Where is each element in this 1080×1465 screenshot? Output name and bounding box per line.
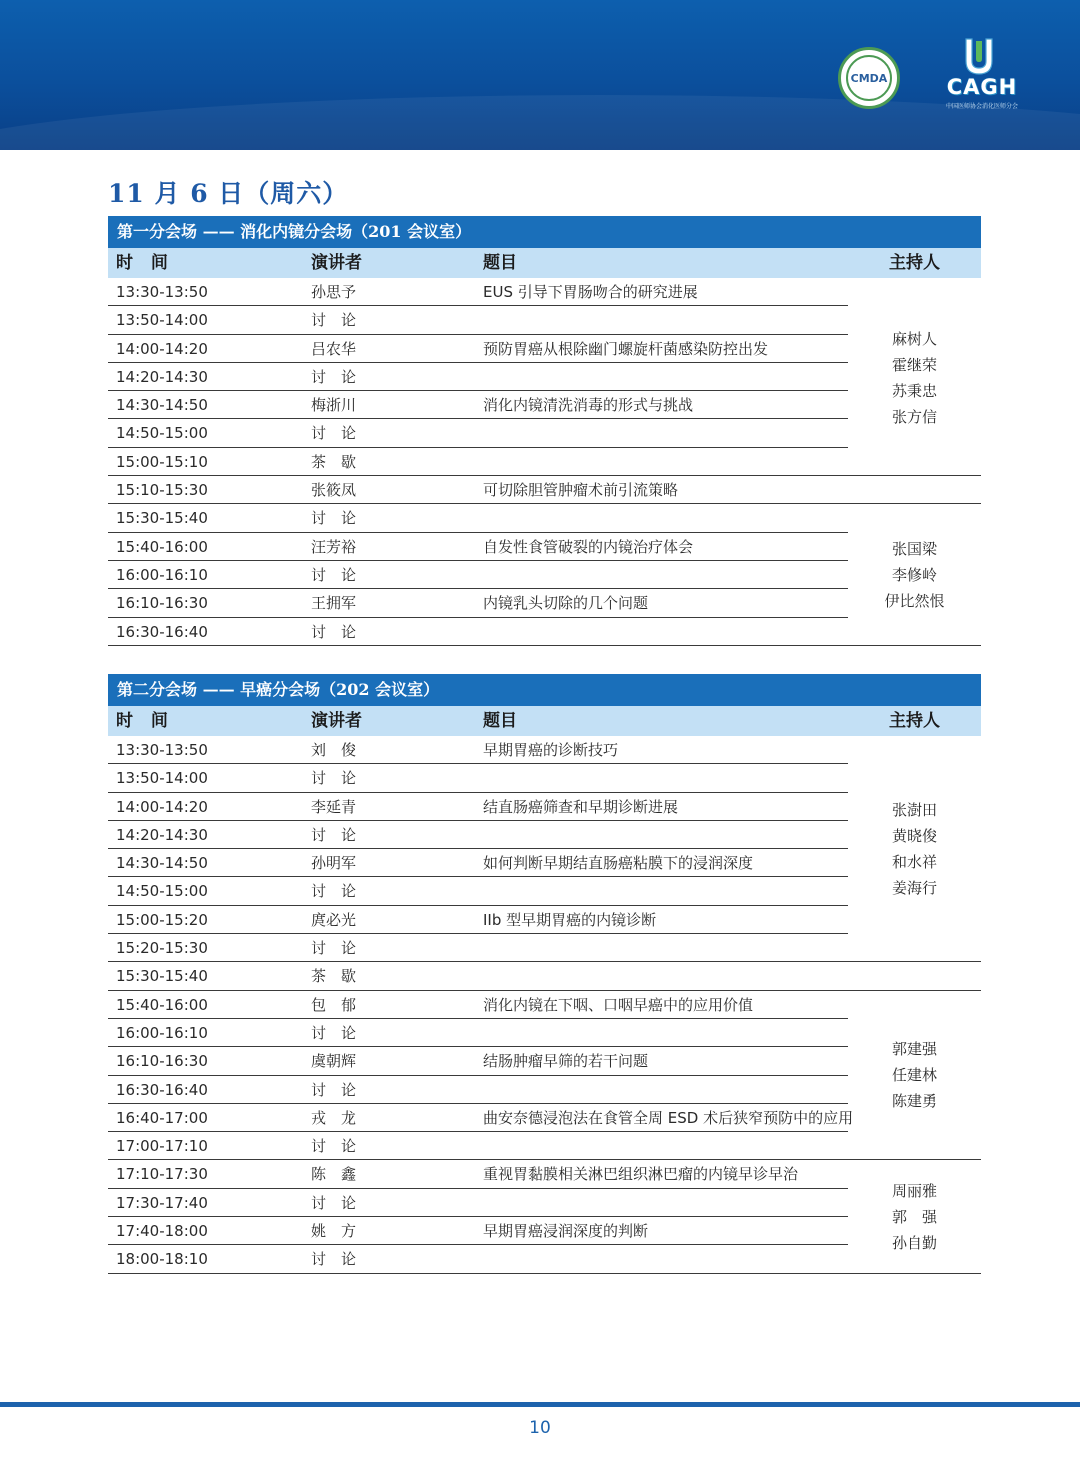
row-time: 15:00-15:20 <box>116 910 208 929</box>
host-name: 李修岭 <box>891 566 937 584</box>
row-speaker: 孙明军 <box>311 854 357 873</box>
row-speaker: 讨 论 <box>311 1080 357 1099</box>
row-topic: EUS 引导下胃肠吻合的研究进展 <box>483 283 698 301</box>
row-time: 14:20-14:30 <box>116 825 208 844</box>
row-speaker: 讨 论 <box>311 1137 357 1156</box>
host-name: 张澍田 <box>891 801 937 819</box>
row-time: 14:00-14:20 <box>116 339 208 358</box>
table-row <box>108 962 981 990</box>
row-topic: 早期胃癌的诊断技巧 <box>483 741 619 759</box>
header-time: 时 间 <box>116 711 174 731</box>
row-topic: 自发性食管破裂的内镜治疗体会 <box>483 537 694 556</box>
row-time: 14:00-14:20 <box>116 797 208 816</box>
host-group <box>848 536 981 614</box>
row-time: 15:40-16:00 <box>116 995 208 1014</box>
row-speaker: 刘 俊 <box>311 741 357 759</box>
row-topic: 预防胃癌从根除幽门螺旋杆菌感染防控出发 <box>483 339 769 358</box>
row-time: 17:00-17:10 <box>116 1137 208 1156</box>
row-topic: 结肠肿瘤早筛的若干问题 <box>483 1052 649 1071</box>
row-speaker: 讨 论 <box>311 367 357 386</box>
page-number: 10 <box>529 1418 551 1438</box>
row-speaker: 汪芳裕 <box>311 537 357 556</box>
table-row <box>108 736 981 764</box>
row-time: 17:10-17:30 <box>116 1165 208 1184</box>
cmda-logo <box>838 47 900 109</box>
table-row <box>108 504 981 532</box>
row-speaker: 讨 论 <box>311 939 357 958</box>
cagh-logo <box>934 37 1030 115</box>
row-time: 15:10-15:30 <box>116 481 208 500</box>
row-time: 14:50-15:00 <box>116 424 208 443</box>
row-speaker: 张筱凤 <box>311 481 357 500</box>
host-name: 孙自勤 <box>891 1234 937 1252</box>
row-speaker: 王拥军 <box>311 594 357 613</box>
row-time: 15:30-15:40 <box>116 967 208 986</box>
row-topic: 如何判断早期结直肠癌粘膜下的浸润深度 <box>483 854 754 873</box>
row-speaker: 虞朝辉 <box>311 1052 357 1071</box>
row-speaker: 讨 论 <box>311 622 357 641</box>
row-speaker: 茶 歇 <box>311 452 357 471</box>
row-speaker: 包 郁 <box>311 995 357 1014</box>
header-host: 主持人 <box>889 253 940 273</box>
row-time: 16:10-16:30 <box>116 1052 208 1071</box>
row-speaker: 梅浙川 <box>311 396 357 415</box>
host-name: 霍继荣 <box>891 356 937 374</box>
row-speaker: 讨 论 <box>311 565 357 584</box>
row-speaker: 庹必光 <box>311 910 357 929</box>
session-2 <box>108 674 981 1274</box>
row-time: 15:00-15:10 <box>116 452 208 471</box>
row-topic: IIb 型早期胃癌的内镜诊断 <box>483 910 657 929</box>
row-divider <box>108 645 981 646</box>
row-speaker: 讨 论 <box>311 509 357 528</box>
header-speaker: 演讲者 <box>311 711 362 731</box>
row-topic: 可切除胆管肿瘤术前引流策略 <box>483 481 679 500</box>
row-speaker: 戎 龙 <box>311 1108 357 1127</box>
table-row <box>108 448 981 476</box>
row-speaker: 讨 论 <box>311 882 357 901</box>
table-row <box>108 1132 981 1160</box>
row-time: 15:30-15:40 <box>116 509 208 528</box>
host-name: 张国梁 <box>891 540 937 558</box>
host-name: 苏秉忠 <box>891 382 937 400</box>
row-speaker: 李延青 <box>311 797 357 816</box>
host-group <box>848 1178 981 1256</box>
row-time: 14:50-15:00 <box>116 882 208 901</box>
session-title: 第一分会场 —— 消化内镜分会场（201 会议室） <box>108 216 981 248</box>
table-header <box>108 248 981 278</box>
cagh-logo-subtitle: 中国医师协会消化医师分会 <box>945 103 1018 110</box>
schedule-rows <box>108 278 981 646</box>
row-time: 16:30-16:40 <box>116 1080 208 1099</box>
row-time: 14:20-14:30 <box>116 367 208 386</box>
row-time: 14:30-14:50 <box>116 396 208 415</box>
table-row <box>108 991 981 1019</box>
table-row <box>108 618 981 646</box>
row-time: 17:40-18:00 <box>116 1222 208 1241</box>
table-row <box>108 934 981 962</box>
row-speaker: 茶 歇 <box>311 967 357 986</box>
cagh-mark-icon <box>962 37 996 75</box>
row-time: 16:40-17:00 <box>116 1108 208 1127</box>
session-title: 第二分会场 —— 早癌分会场（202 会议室） <box>108 674 981 706</box>
row-speaker: 孙思予 <box>311 283 357 301</box>
row-speaker: 姚 方 <box>311 1222 357 1241</box>
header-topic: 题目 <box>483 253 517 273</box>
host-name: 黄晓俊 <box>891 827 937 845</box>
host-name: 和水祥 <box>891 853 937 871</box>
row-topic: 早期胃癌浸润深度的判断 <box>483 1222 649 1241</box>
table-row <box>108 476 981 504</box>
host-name: 郭建强 <box>891 1040 937 1058</box>
cagh-logo-text: CAGH <box>946 75 1018 99</box>
row-topic: 重视胃黏膜相关淋巴组织淋巴瘤的内镜早诊早治 <box>483 1165 799 1184</box>
header-topic: 题目 <box>483 711 517 731</box>
row-topic: 内镜乳头切除的几个问题 <box>483 594 649 613</box>
row-speaker: 讨 论 <box>311 1023 357 1042</box>
row-time: 16:30-16:40 <box>116 622 208 641</box>
host-group <box>848 797 981 901</box>
row-time: 13:50-14:00 <box>116 311 208 330</box>
row-time: 13:30-13:50 <box>116 283 208 301</box>
row-speaker: 讨 论 <box>311 1250 357 1269</box>
table-header <box>108 706 981 736</box>
host-name: 陈建勇 <box>891 1092 937 1110</box>
row-topic: 结直肠癌筛查和早期诊断进展 <box>483 797 679 816</box>
row-topic: 曲安奈德浸泡法在食管全周 ESD 术后狭窄预防中的应用 <box>483 1108 854 1127</box>
row-speaker: 吕农华 <box>311 339 357 358</box>
host-name: 麻树人 <box>891 330 937 348</box>
footer-divider <box>0 1402 1080 1407</box>
page-date-title: 11 月 6 日（周六） <box>108 179 349 208</box>
host-name: 周丽雅 <box>891 1182 937 1200</box>
row-time: 16:10-16:30 <box>116 594 208 613</box>
row-time: 18:00-18:10 <box>116 1250 208 1269</box>
header-speaker: 演讲者 <box>311 253 362 273</box>
host-name: 任建林 <box>891 1066 937 1084</box>
row-speaker: 讨 论 <box>311 424 357 443</box>
host-name: 伊比然恨 <box>884 592 945 610</box>
header-time: 时 间 <box>116 253 174 273</box>
header-banner <box>0 0 1080 150</box>
cmda-logo-text: CMDA <box>850 71 888 85</box>
table-row <box>108 278 981 306</box>
row-speaker: 讨 论 <box>311 311 357 330</box>
row-speaker: 讨 论 <box>311 825 357 844</box>
host-group <box>848 1036 981 1114</box>
row-time: 16:00-16:10 <box>116 565 208 584</box>
host-name: 姜海行 <box>891 879 937 897</box>
row-time: 15:40-16:00 <box>116 537 208 556</box>
host-name: 张方信 <box>891 408 937 426</box>
row-time: 17:30-17:40 <box>116 1193 208 1212</box>
row-time: 13:50-14:00 <box>116 769 208 788</box>
table-row <box>108 906 981 934</box>
row-topic: 消化内镜清洗消毒的形式与挑战 <box>483 396 694 415</box>
row-speaker: 讨 论 <box>311 1193 357 1212</box>
row-divider <box>108 1273 981 1274</box>
row-time: 15:20-15:30 <box>116 939 208 958</box>
banner-swoosh <box>0 95 1080 150</box>
row-topic: 消化内镜在下咽、口咽早癌中的应用价值 <box>483 995 754 1014</box>
row-speaker: 讨 论 <box>311 769 357 788</box>
cmda-logo-ring <box>846 55 892 101</box>
row-time: 13:30-13:50 <box>116 741 208 759</box>
host-name: 郭 强 <box>891 1208 937 1226</box>
session-1 <box>108 216 981 646</box>
row-speaker: 陈 鑫 <box>311 1165 357 1184</box>
row-time: 14:30-14:50 <box>116 854 208 873</box>
header-host: 主持人 <box>889 711 940 731</box>
row-time: 16:00-16:10 <box>116 1023 208 1042</box>
table-row <box>108 764 981 792</box>
schedule-rows <box>108 736 981 1274</box>
host-group <box>848 326 981 430</box>
